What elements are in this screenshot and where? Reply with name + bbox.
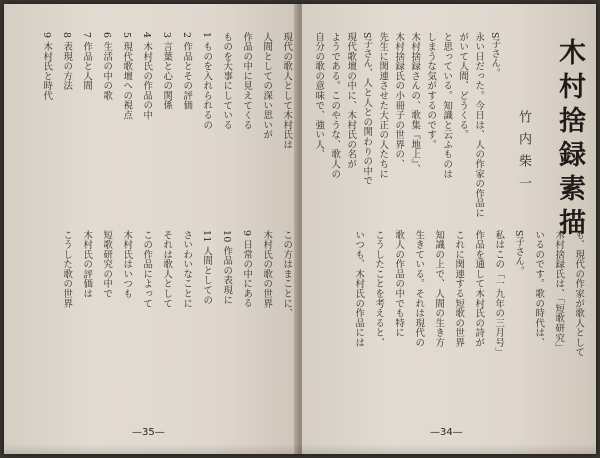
text-column: 人間としての深い思いが: [261, 32, 273, 140]
text-column: いるのです。歌の時代は、: [533, 230, 545, 348]
text-column: 短歌研究の中で: [101, 230, 113, 299]
text-column: 現代の歌人として木村氏は: [281, 32, 293, 150]
text-column: この方はまことに、: [281, 230, 293, 319]
text-column: しまうな気がするのです。: [425, 32, 437, 150]
text-column: この作品によって: [141, 230, 153, 309]
right-page: [302, 4, 596, 454]
text-column: いつも、木村氏の作品には: [353, 230, 365, 348]
text-column: 生きている。それは現代の: [413, 230, 425, 348]
text-column: がいて人間、どうくる。: [457, 32, 469, 140]
text-column: 木村氏の歌の世界: [261, 230, 273, 309]
page-number: — 34 —: [430, 427, 463, 438]
text-column: 現代歌壇の中に、木村氏の名が: [345, 32, 357, 170]
text-column: 3 言葉と心の関係: [161, 32, 173, 111]
text-column: 2 作品とその評価: [181, 32, 193, 111]
text-column: ようである。このやうな、歌人の: [329, 32, 341, 179]
text-column: これに関連する短歌の世界: [453, 230, 465, 348]
text-column: 知識の上で、人間の生き方: [433, 230, 445, 348]
text-column: 木村捨録氏は、「短歌研究」: [553, 230, 565, 353]
text-column: 9 日常の中にある: [241, 230, 253, 309]
text-column: 5 現代歌壇への視点: [121, 32, 133, 121]
text-column: さいわいなことに: [181, 230, 193, 309]
text-column: こうしたことを考えると、: [373, 230, 385, 348]
text-column: も、現代の作家が歌人として: [573, 230, 585, 358]
text-column: 作品を通して木村氏の詩が: [473, 230, 485, 348]
text-column: 木村捨録さんの、歌集『地上』、: [409, 32, 421, 175]
text-column: 木村氏はいつも: [121, 230, 133, 299]
page-number: — 35 —: [132, 427, 165, 438]
text-column: 10 作品の表現に: [221, 230, 233, 305]
text-column: S子さん。: [513, 230, 525, 276]
left-page: [4, 4, 298, 454]
text-column: と思っている。知識と云ふものは: [441, 32, 453, 179]
text-column: 私はこの「一九年の三月号」: [493, 230, 505, 358]
text-column: 永い日だった。今日は、人の作家の作品に: [473, 32, 485, 219]
page-title: 木村捨録素描: [554, 38, 585, 242]
text-column: S子さん。: [489, 32, 501, 78]
text-column: 自分の歌の意味で、強い人、: [313, 32, 325, 160]
author-name: 竹内柴一: [516, 110, 531, 198]
text-column: S子さん、人と人との関わりの中で: [361, 32, 373, 186]
text-column: 先生に関連させた大正の人たちに: [377, 32, 389, 179]
text-column: ものを大事にしている: [221, 32, 233, 130]
text-column: 11 人間としての: [201, 230, 213, 305]
text-column: 木村氏の評価は: [81, 230, 93, 299]
book-spread: [4, 4, 596, 454]
text-column: こうした歌の世界: [61, 230, 73, 309]
text-column: 歌人の作品の中でも特に: [393, 230, 405, 338]
text-column: 作品の中に見えてくる: [241, 32, 253, 130]
text-column: 7 作品と人間: [81, 32, 93, 91]
text-column: 6 生活の中の歌: [101, 32, 113, 101]
text-column: 8 表現の方法: [61, 32, 73, 91]
text-column: 4 木村氏の作品の中: [141, 32, 153, 121]
page-shadow: [4, 444, 596, 454]
text-column: 木村捨録氏の小冊子の世界の、: [393, 32, 405, 170]
text-column: 1 ものを入れられるの: [201, 32, 213, 130]
text-column: それは歌人として: [161, 230, 173, 309]
text-column: 9 木村氏と時代: [41, 32, 53, 101]
